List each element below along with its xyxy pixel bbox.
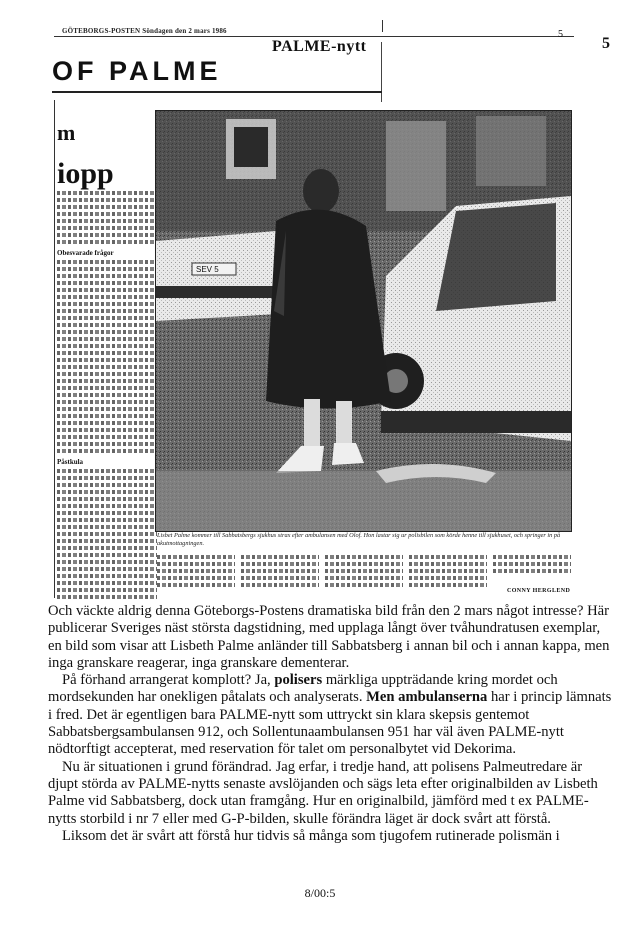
- newspaper-header-line: GÖTEBORGS-POSTEN Söndagen den 2 mars 1986: [62, 27, 227, 35]
- emphasis: Men ambulanserna: [366, 689, 488, 706]
- column-divider: [381, 42, 382, 102]
- clipping-page-number: 5: [558, 29, 563, 40]
- emphasis: polisers: [274, 672, 323, 689]
- clipping-big-letters-top: m: [57, 120, 76, 145]
- illegible-text-line: [57, 212, 157, 216]
- paragraph: På förhand arrangerat komplott? Ja, polisers märkliga uppträdande kring mordet och mordsekunden har onekligen påtalats och analyserats. Men ambulanserna har i princip lämnats i fred. Det är egentligen bara PALME-nytt som uttryckt sin klara skepsis gentemot Sabbatsbergsambulansen 912, och Sollentunaambulansen 951 har väl även PALME-nytt nödtorftigt accepterat, med reservation för talet om personalbytet vid Dekorima.: [48, 672, 612, 758]
- paragraph: Nu är situationen i grund förändrad. Jag erfar, i tredje hand, att polisens Palmeutredare är djupt störda av PALME-nytts senaste avslöjanden och sägs leta efter originalbilden av Lisbeth Palme vid Sabbatsberg, dock utan framgång. Hur en originalbild, jämförd med t ex PALME-nytts storbild i nr 7 eller med G-P-bilden, skulle förändra läget är dock svårt att förstå.: [48, 758, 598, 827]
- photo-caption: Lisbet Palme kommer till Sabbatsbergs sjukhus strax efter ambulansen med Olof. Hon lastar sig ur polisbilen som körde henne till sjukhuset, och springer in på akutmottagningen.: [157, 532, 561, 547]
- illegible-text-line: [57, 240, 157, 244]
- paragraph: Liksom det är svårt att förstå hur tidvis så många som tjugofem rutinerade polismän i: [62, 827, 560, 844]
- section-title: PALME-nytt: [272, 38, 367, 55]
- clipping-headline: OF PALME: [52, 56, 222, 86]
- clipping-subhead: Obesvarade frågor: [57, 249, 114, 257]
- page-code: 8/00:5: [304, 886, 336, 900]
- illegible-text-line: [57, 219, 157, 223]
- clipping-big-letters: iopp: [57, 157, 114, 190]
- license-plate-text: SEV 5: [196, 265, 219, 274]
- header-tick-mark: [382, 20, 383, 32]
- article-body: [48, 603, 614, 845]
- headline-rule: [52, 91, 382, 93]
- clipping-text-column: [57, 110, 157, 600]
- illegible-text-line: [57, 198, 157, 202]
- illegible-text-line: [57, 233, 157, 237]
- photo-illustration: [156, 111, 571, 531]
- clipping-left-border: [54, 100, 55, 598]
- photo-credit: CONNY HERGLEND: [507, 588, 571, 594]
- news-photo: [155, 110, 572, 532]
- illegible-text-line: [57, 191, 157, 195]
- clipping-subhead: Påstkula: [57, 458, 84, 466]
- illegible-text-line: [57, 205, 157, 209]
- illegible-text-line: [57, 226, 157, 230]
- page-number: 5: [602, 35, 610, 52]
- paragraph: Och väckte aldrig denna Göteborgs-Postens dramatiska bild från den 2 mars något intresse? Här publicerar Sveriges näst största dagstidning, med upplaga långt över tvåhundratusen exemplar, en bild som visar att Lisbeth Palme anländer till Sabbatsberg i annan bil och i annan kappa, men inga granskare reagerar, inga granskare dementerar.: [48, 603, 610, 671]
- header-rule: [54, 36, 574, 37]
